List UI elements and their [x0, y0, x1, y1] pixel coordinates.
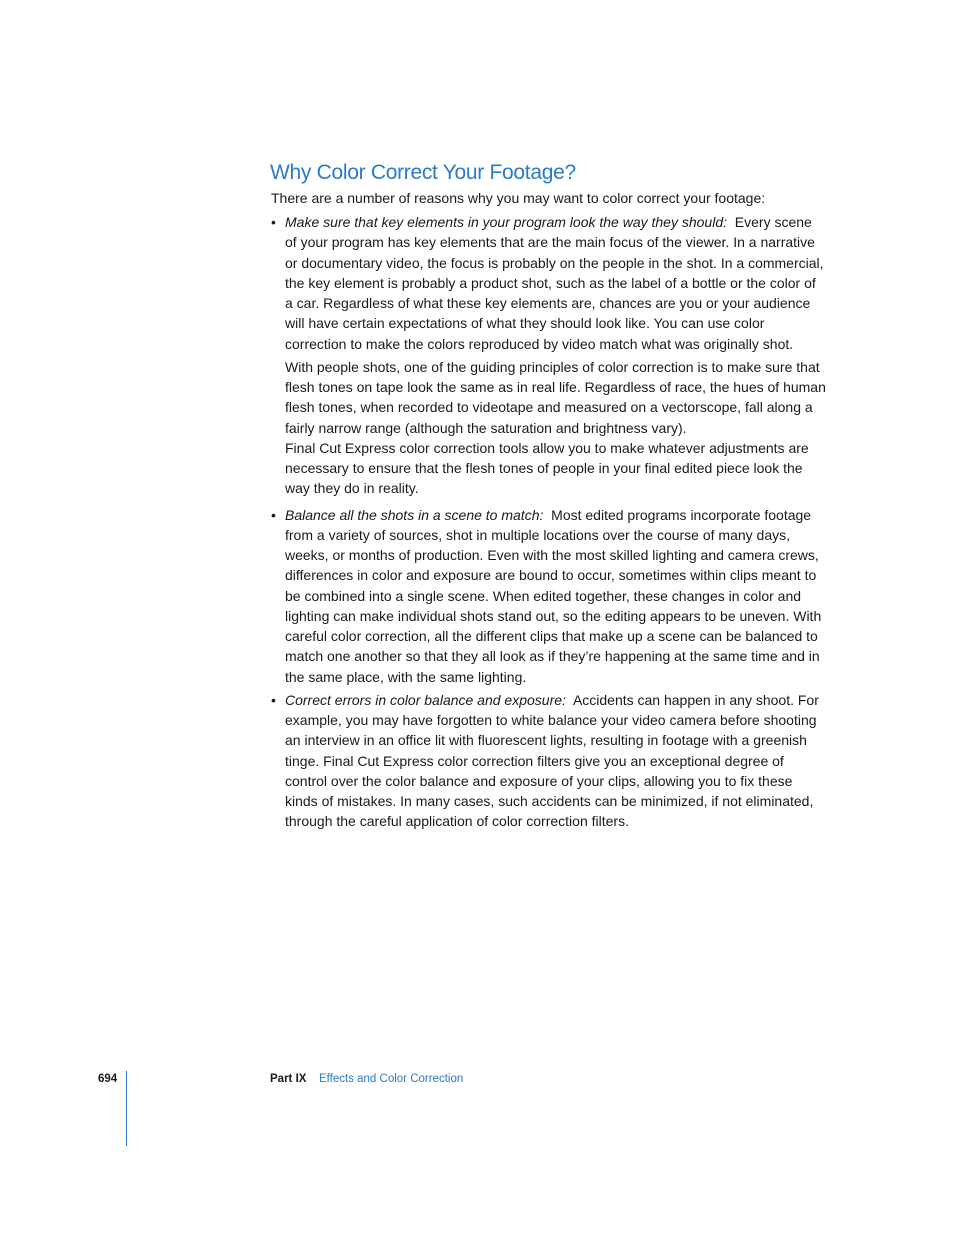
- bullet-paragraph: [285, 505, 827, 687]
- bullet-lead: Make sure that key elements in your program look the way they should:: [285, 214, 727, 230]
- bullet-extra-paragraph: With people shots, one of the guiding principles of color correction is to make sure that flesh tones on tape look the same as in real life. Regardless of race, the hues of human flesh tones, when recorded to videotape and measured on a vectorscope, fall along a fairly narrow range (although the saturation and brightness vary).: [285, 358, 826, 436]
- footer-divider: [126, 1071, 127, 1146]
- bullet-paragraph: [285, 212, 827, 354]
- bullet-list: [271, 212, 827, 832]
- bullet-text: Most edited programs incorporate footage from a variety of sources, shot in multiple locations over the course of many days, weeks, or months of production. Even with the most skilled lighting and camera crews, differences in color and exposure are bound to occur, sometimes within clips meant to be combined into a single scene. When edited together, these changes in color and lighting can make individual shots stand out, so the editing appears to be uneven. With careful color correction, all the different clips that make up a scene can be balanced to match one another so that they all look as if they’re happening at the same time and in the same place, with the same lighting.: [285, 506, 822, 685]
- bullet-icon: •: [271, 506, 276, 523]
- list-item: [271, 690, 827, 832]
- list-item: [271, 505, 827, 687]
- page-title: Why Color Correct Your Footage?: [270, 161, 576, 184]
- footer-part-label: Part IX: [270, 1073, 307, 1085]
- bullet-extra-paragraph: Final Cut Express color correction tools allow you to make whatever adjustments are necessary to ensure that the flesh tones of people in your final edited piece look the way they do in reality.: [285, 439, 809, 497]
- bullet-icon: •: [271, 691, 276, 708]
- bullet-lead: Balance all the shots in a scene to match:: [285, 506, 544, 523]
- bullet-lead: Correct errors in color balance and exposure:: [285, 691, 566, 708]
- bullet-text: Accidents can happen in any shoot. For example, you may have forgotten to white balance your video camera before shooting an interview in an office lit with fluorescent lights, resulting in footage with a greenish tinge. Final Cut Express color correction filters give you an exceptional degree of control over the color balance and exposure of your clips, allowing you to fix these kinds of mistakes. In many cases, such accidents can be minimized, if not eliminated, through the careful application of color correction filters.: [285, 691, 819, 830]
- page-number: 694: [98, 1073, 118, 1085]
- footer-chapter-title: Effects and Color Correction: [319, 1073, 464, 1085]
- list-item: [271, 212, 827, 499]
- bullet-text: Every scene of your program has key elements that are the main focus of the viewer. In a narrative or documentary video, the focus is probably on the people in the shot. In a commercial, the key element is probably a product shot, such as the label of a bottle or the color of a car. Regardless of what these key elements are, chances are you or your audience will have certain expectations of what they should look like. You can use color correction to make the colors reproduced by video match what was originally shot.: [285, 214, 824, 352]
- bullet-icon: •: [271, 214, 276, 230]
- intro-paragraph: There are a number of reasons why you may want to color correct your footage:: [271, 190, 766, 206]
- bullet-paragraph: [285, 690, 827, 832]
